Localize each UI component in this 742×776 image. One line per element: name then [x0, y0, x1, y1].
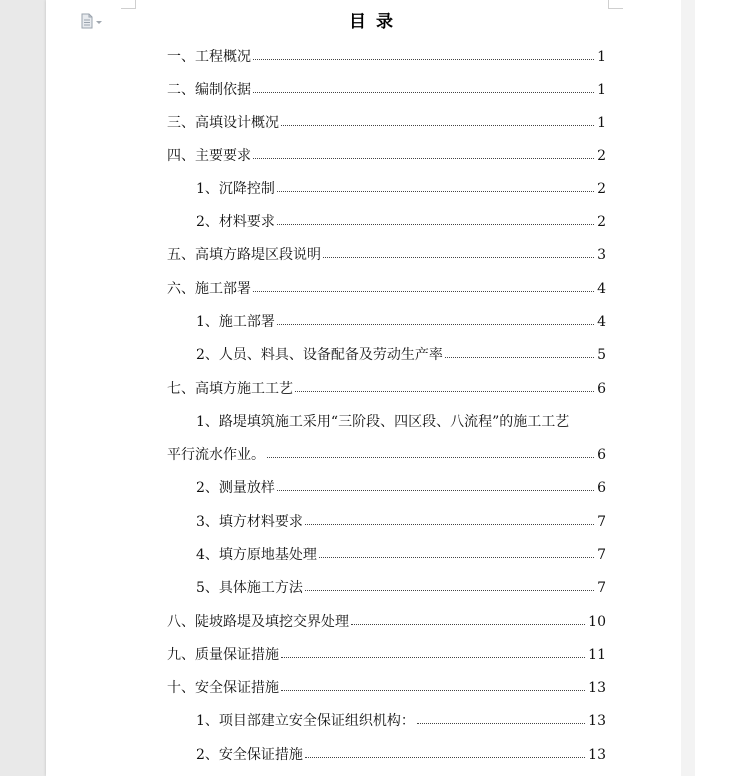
dot-leader	[281, 125, 594, 126]
dot-leader	[253, 92, 594, 93]
page-corner-mark	[608, 0, 623, 9]
dot-leader	[305, 590, 594, 591]
toc-entry-text: 5、具体施工方法	[196, 580, 303, 596]
toc-entry[interactable]	[167, 278, 606, 300]
toc-entry[interactable]	[167, 112, 606, 134]
dot-leader	[277, 490, 594, 491]
toc-page-number: 6	[597, 447, 606, 463]
toc-entry-text: 2、测量放样	[196, 480, 275, 496]
dot-leader	[253, 59, 594, 60]
toc-page-number: 2	[597, 148, 606, 164]
toc-entry-text: 1、施工部署	[196, 314, 275, 330]
toc-page-number: 1	[597, 49, 606, 65]
toc-entry[interactable]	[167, 145, 606, 167]
toc-entry-text: 1、项目部建立安全保证组织机构：	[196, 713, 415, 729]
toc-entry[interactable]	[167, 444, 606, 466]
toc-entry[interactable]	[196, 211, 606, 233]
dot-leader	[253, 291, 594, 292]
toc-entry-text: 七、高填方施工工艺	[167, 381, 293, 397]
toc-page-number: 4	[597, 314, 606, 330]
toc-entry[interactable]	[167, 46, 606, 68]
toc-entry-text: 三、高填设计概况	[167, 115, 279, 131]
toc-entry-text: 2、材料要求	[196, 214, 275, 230]
dot-leader	[267, 457, 594, 458]
toc-entry[interactable]	[167, 79, 606, 101]
toc-entry[interactable]	[167, 677, 606, 699]
toc-entry-text: 四、主要要求	[167, 148, 251, 164]
toc-entry-text: 1、路堤填筑施工采用“三阶段、四区段、八流程”的施工工艺	[196, 414, 570, 430]
toc-entry[interactable]	[167, 378, 606, 400]
dot-leader	[323, 257, 594, 258]
canvas-background	[695, 0, 742, 776]
toc-page-number: 1	[597, 82, 606, 98]
dot-leader	[305, 524, 594, 525]
toc-entry[interactable]	[196, 411, 569, 433]
dot-leader	[277, 224, 594, 225]
toc-entry-text: 平行流水作业。	[167, 447, 265, 463]
toc-page-number: 6	[597, 480, 606, 496]
toc-page-number: 11	[588, 647, 606, 663]
toc-title: 目录	[349, 12, 403, 32]
dot-leader	[277, 324, 594, 325]
toc-page-number: 2	[597, 214, 606, 230]
toc-entry-text: 二、编制依据	[167, 82, 251, 98]
toc-page-number: 5	[597, 347, 606, 363]
toc-page-number: 7	[597, 514, 606, 530]
toc-entry[interactable]	[196, 178, 606, 200]
toc-entry-text: 2、人员、料具、设备配备及劳动生产率	[196, 347, 443, 363]
toc-page-number: 4	[597, 281, 606, 297]
toc-entry-text: 一、工程概况	[167, 49, 251, 65]
toc-page-number: 3	[597, 247, 606, 263]
toc-entry[interactable]	[167, 644, 606, 666]
dot-leader	[281, 657, 585, 658]
toc-entry[interactable]	[196, 577, 606, 599]
toc-entry-text: 3、填方材料要求	[196, 514, 303, 530]
toc-page-number: 13	[588, 713, 606, 729]
toc-page-number: 10	[588, 614, 606, 630]
toc-entry-text: 2、安全保证措施	[196, 747, 303, 763]
toc-entry-text: 十、安全保证措施	[167, 680, 279, 696]
dot-leader	[281, 690, 585, 691]
dot-leader	[445, 357, 594, 358]
toc-entry-text: 1、沉降控制	[196, 181, 275, 197]
dot-leader	[319, 557, 594, 558]
toc-entry[interactable]	[196, 744, 606, 766]
toc-entry-text: 4、填方原地基处理	[196, 547, 317, 563]
toc-entry-text: 九、质量保证措施	[167, 647, 279, 663]
toc-page-number: 13	[588, 680, 606, 696]
toc-entry[interactable]	[196, 544, 606, 566]
toc-entry[interactable]	[196, 511, 606, 533]
toc-page-number: 6	[597, 381, 606, 397]
dot-leader	[253, 158, 594, 159]
toc-entry-text: 六、施工部署	[167, 281, 251, 297]
toc-entry[interactable]	[196, 710, 606, 732]
dot-leader	[295, 391, 594, 392]
toc-entry[interactable]	[196, 311, 606, 333]
dot-leader	[305, 757, 585, 758]
toc-page-number: 1	[597, 115, 606, 131]
toc-entry-text: 八、陡坡路堤及填挖交界处理	[167, 614, 349, 630]
toc-entry[interactable]	[196, 344, 606, 366]
toc-page-number: 2	[597, 181, 606, 197]
page-corner-mark	[121, 0, 136, 9]
toc-page-number: 13	[588, 747, 606, 763]
toc-page-number: 7	[597, 580, 606, 596]
toc-entry[interactable]	[167, 611, 606, 633]
toc-page-number: 7	[597, 547, 606, 563]
dot-leader	[417, 723, 585, 724]
page-gutter	[681, 0, 695, 776]
toc-entry-text: 五、高填方路堤区段说明	[167, 247, 321, 263]
dot-leader	[351, 624, 585, 625]
toc-entry[interactable]	[167, 244, 606, 266]
dot-leader	[277, 191, 594, 192]
toc-entry[interactable]	[196, 477, 606, 499]
